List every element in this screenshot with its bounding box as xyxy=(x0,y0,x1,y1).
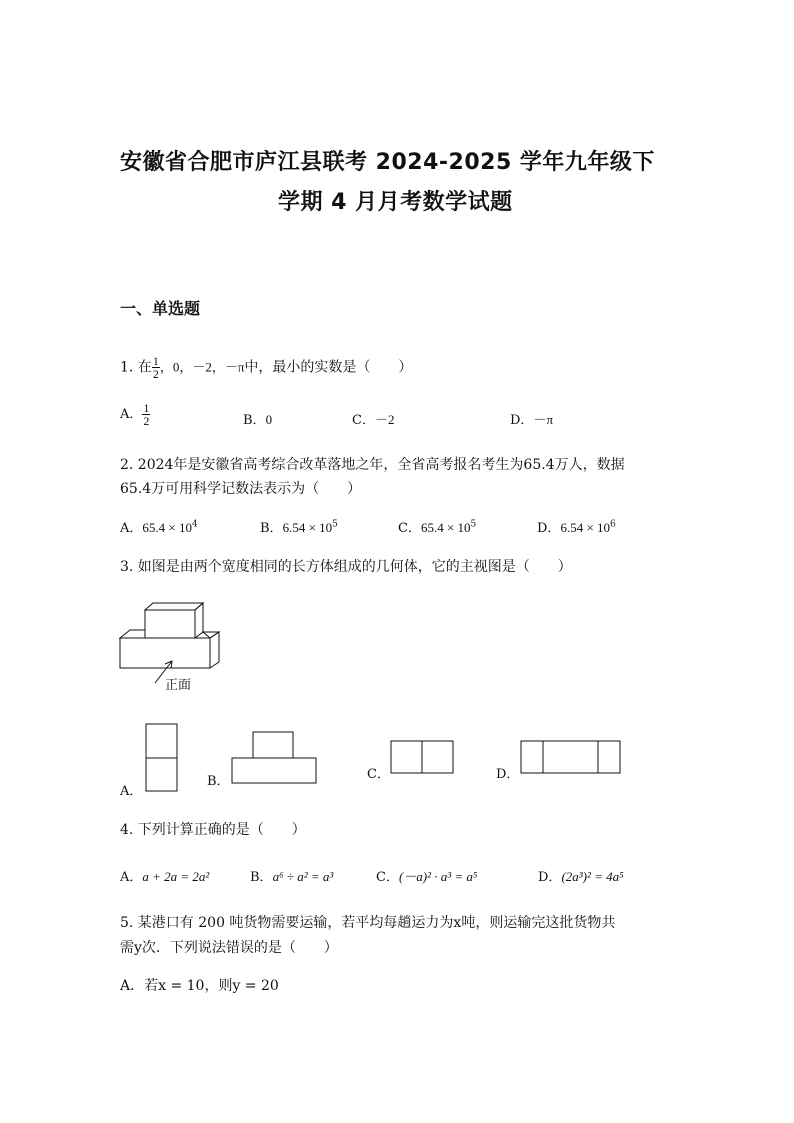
q2-option-c: C．$65.4 \times 10^5$ xyxy=(398,519,477,536)
q3-option-a-label: A． xyxy=(120,784,143,799)
title-line-2: 学期 4 月月考数学试题 xyxy=(278,190,513,215)
q4-option-c: C．(－a)² · a³ = a⁵ xyxy=(376,869,478,885)
q1-suffix: 中，最小的实数是（ ） xyxy=(244,359,413,376)
question-1 xyxy=(120,355,412,380)
q3-option-b-label: B． xyxy=(207,774,230,789)
q4-option-b: B．a⁶ ÷ a² = a³ xyxy=(250,869,334,885)
q1-option-c: C．－2 xyxy=(352,412,395,428)
q1-option-b: B．0 xyxy=(243,412,273,428)
q3-front-label: 正面 xyxy=(165,678,192,693)
q3-option-c-label: C． xyxy=(367,767,390,782)
q3-option-a-figure xyxy=(145,723,179,793)
q1-prefix: 在 xyxy=(137,359,152,376)
q1-option-a: A． $\frac{1}{2}$ xyxy=(120,401,150,428)
q2-option-b: B．$6.54 \times 10^5$ xyxy=(260,519,338,536)
q4-text: 4. 下列计算正确的是（ ） xyxy=(120,822,306,838)
q2-line-2: 65.4万可用科学记数法表示为（ ） xyxy=(120,481,362,497)
q3-option-c-figure xyxy=(390,740,456,776)
q1-fraction: $\frac{1}{2}$ xyxy=(152,354,159,381)
q4-option-a: A．a + 2a = 2a² xyxy=(120,869,210,885)
q1-list: ，0，－2，－π xyxy=(159,359,245,375)
q2-line-1: 2. 2024年是安徽省高考综合改革落地之年，全省高考报名考生为65.4万人，数据 xyxy=(120,457,625,473)
q5-line-2: 需y次．下列说法错误的是（ ） xyxy=(120,940,338,956)
q5-line-1: 5. 某港口有 200 吨货物需要运输，若平均每趟运力为x吨，则运输完这批货物共 xyxy=(120,915,616,931)
q3-option-d-figure xyxy=(520,740,622,776)
q3-option-d-label: D． xyxy=(496,767,520,782)
q1-option-d: D．－π xyxy=(510,412,554,428)
q4-option-d: D．(2a³)² = 4a⁵ xyxy=(538,869,624,885)
q1-number: 1. xyxy=(120,359,134,376)
q3-option-b-figure xyxy=(231,731,319,785)
q2-option-a: A．$65.4 \times 10^4$ xyxy=(120,519,198,536)
section-heading: 一、单选题 xyxy=(120,299,201,318)
q2-option-d: D．$6.54 \times 10^6$ xyxy=(537,519,616,536)
q3-text: 3. 如图是由两个宽度相同的长方体组成的几何体，它的主视图是（ ） xyxy=(120,559,572,575)
title-line-1: 安徽省合肥市庐江县联考 2024-2025 学年九年级下 xyxy=(120,150,655,175)
q5-option-a: A．若x = 10，则y = 20 xyxy=(120,978,279,994)
